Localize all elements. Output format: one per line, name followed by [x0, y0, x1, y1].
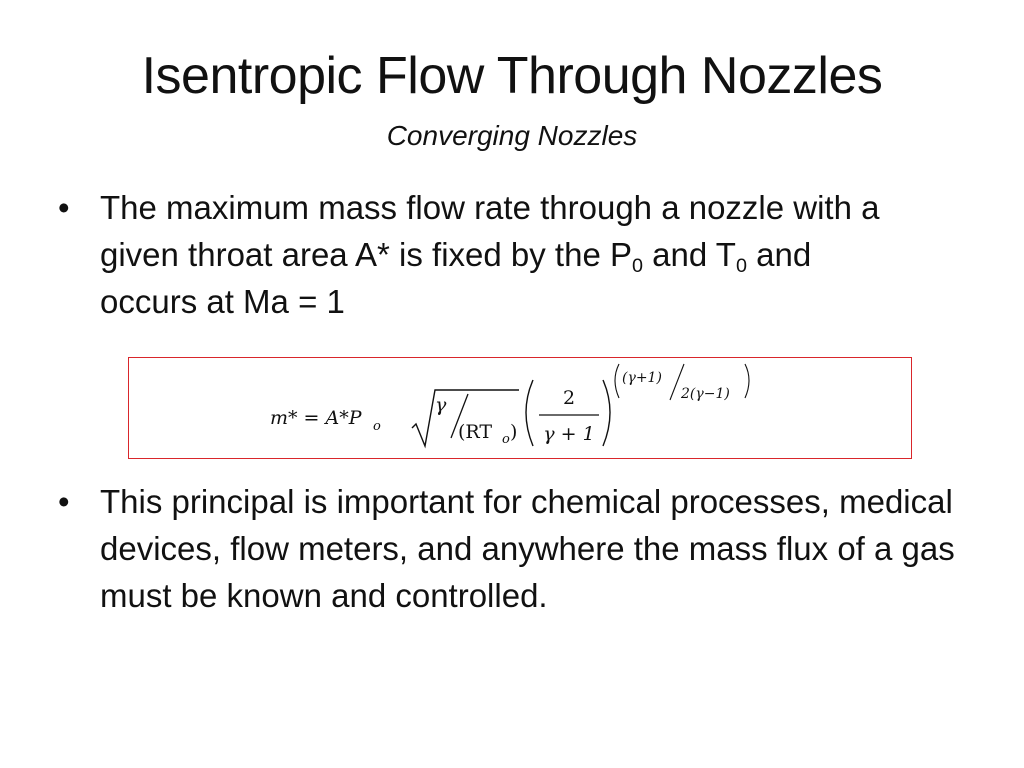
formula-rt-open: (RT	[458, 421, 493, 443]
exponent-right-paren-icon	[745, 364, 749, 398]
fraction-denominator: γ + 1	[543, 423, 595, 445]
slide-title: Isentropic Flow Through Nozzles	[141, 47, 883, 105]
slide-subtitle: Converging Nozzles	[386, 120, 638, 151]
bullet-1-line-2b: and T	[643, 236, 736, 273]
formula-rt-subscript: o	[502, 432, 510, 447]
formula-lhs-subscript: o	[373, 419, 381, 434]
subscript-t0: 0	[735, 255, 747, 277]
exponent-denominator: 2(γ−1)	[681, 386, 730, 402]
subscript-p0: 0	[631, 255, 643, 277]
bullet-1-line-1: The maximum mass flow rate through a nozzle with a	[100, 189, 880, 226]
bullet-text-2: This principal is important for chemical processes, medical devices, flow meters, and anywhere the mass flux of a gas must be known and controlled.	[100, 483, 955, 614]
bullet-1-line-2c: and	[746, 236, 812, 273]
bullet-item-1	[58, 184, 968, 325]
exponent-left-paren-icon	[615, 364, 619, 398]
mass-flow-formula	[129, 358, 913, 460]
left-paren-icon	[526, 380, 533, 446]
bullet-item-2	[58, 478, 968, 619]
bullet-1-line-2a: given throat area A* is fixed by the P	[100, 236, 632, 273]
bullet-icon: •	[58, 189, 70, 226]
bullet-icon: •	[58, 483, 70, 520]
formula-rt-close: )	[510, 421, 518, 443]
right-paren-icon	[603, 380, 610, 446]
formula-box	[128, 357, 912, 459]
bullet-text-1	[100, 184, 968, 325]
bullet-1-line-3: occurs at Ma = 1	[100, 283, 345, 320]
formula-gamma: γ	[435, 394, 447, 416]
formula-lhs: m* = A*P	[270, 407, 362, 429]
fraction-numerator: 2	[562, 387, 576, 409]
exponent-numerator: (γ+1)	[622, 370, 662, 386]
